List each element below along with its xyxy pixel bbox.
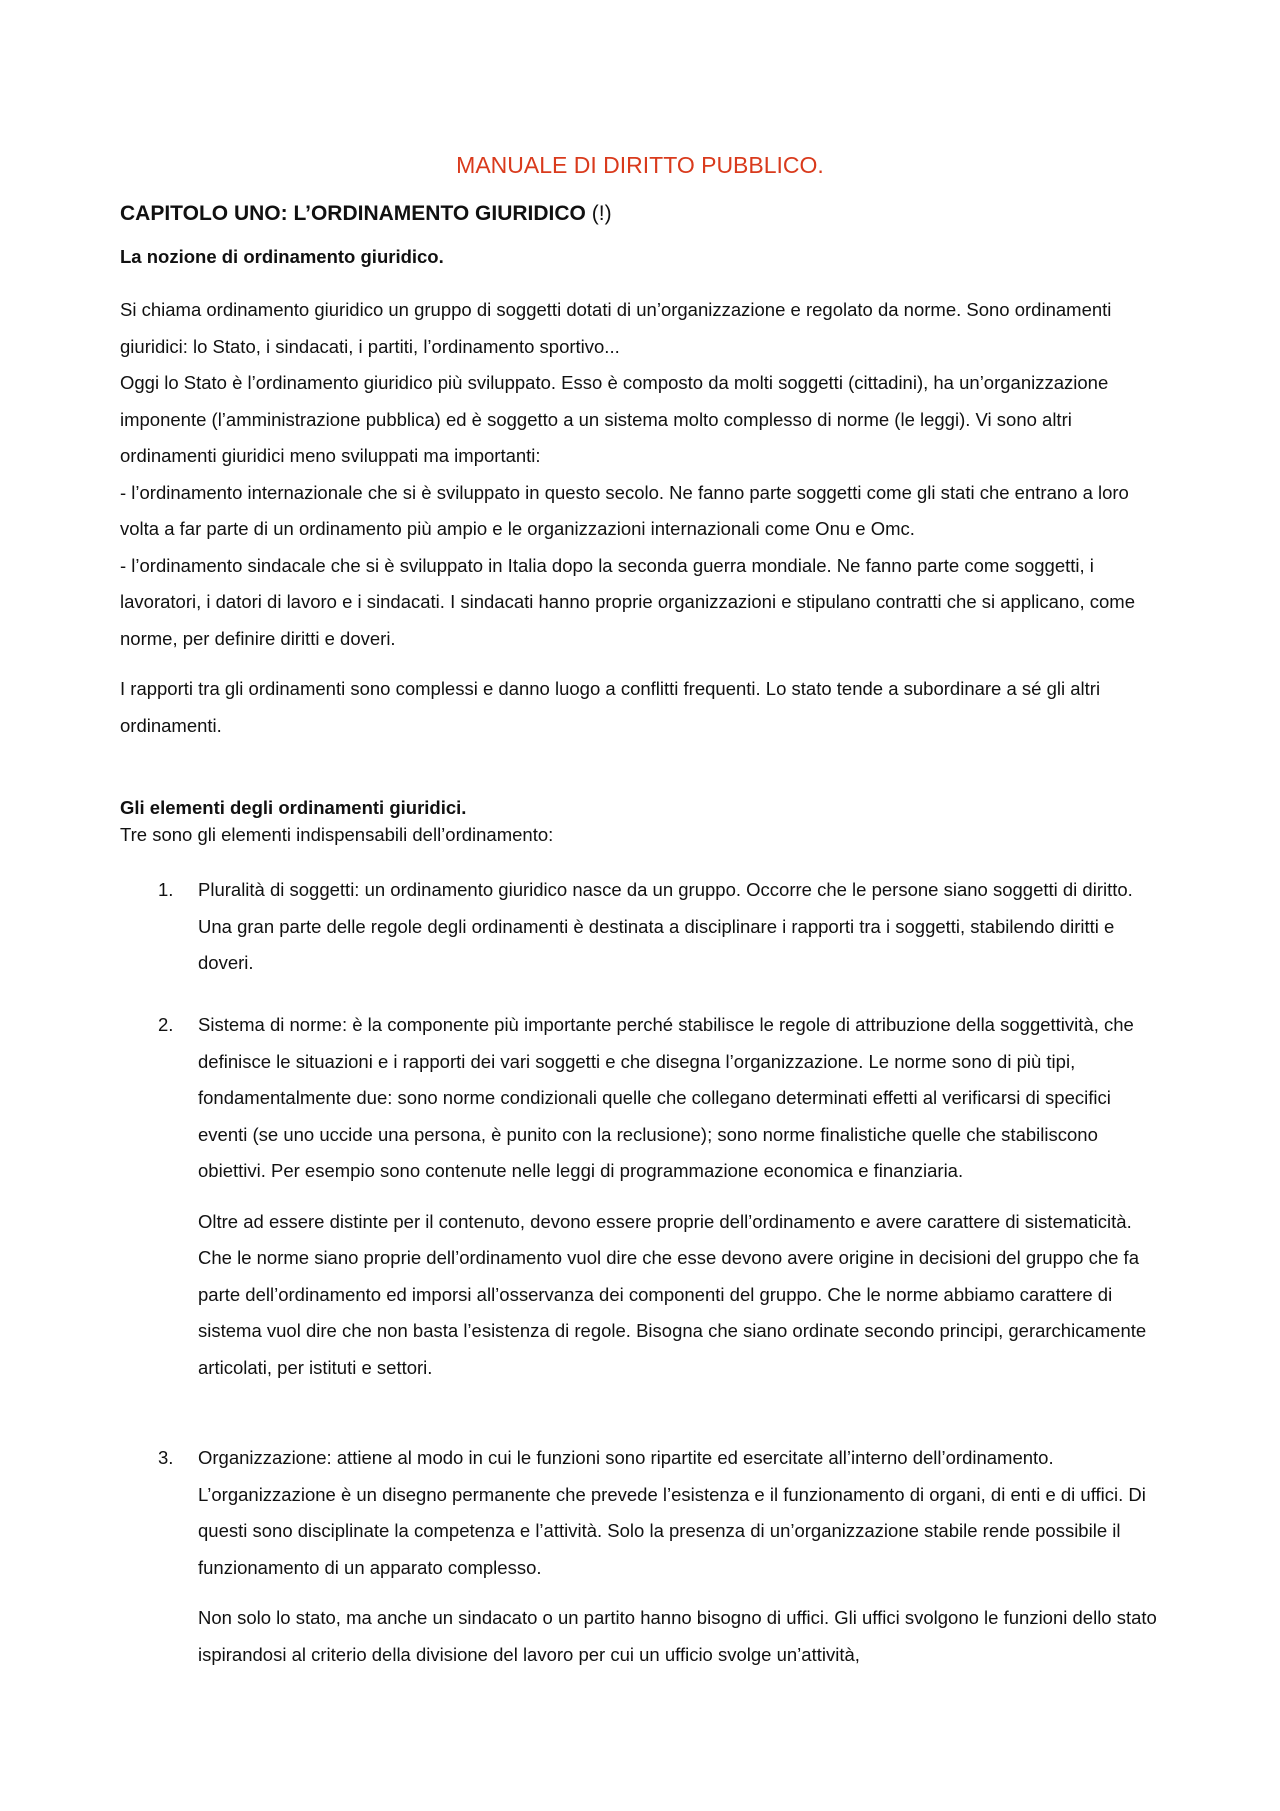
chapter-note: (!) xyxy=(591,202,612,225)
chapter-title xyxy=(120,202,612,226)
list-item-body xyxy=(198,1007,1160,1386)
paragraph: Sistema di norme: è la componente più importante perché stabilisce le regole di attribuzione della soggettività, che definisce le situazioni e i rapporti dei vari soggetti e che disegna l’organizzazione. Le norme sono di più tipi, fondamentalmente due: sono norme condizionali quelle che collegano determinati effetti al verificarsi di specifici eventi (se uno uccide una persona, è punito con la reclusione); sono norme finalistiche quelle che stabiliscono obiettivi. Per esempio sono contenute nelle leggi di programmazione economica e finanziaria. xyxy=(198,1014,1134,1181)
paragraph: I rapporti tra gli ordinamenti sono complessi e danno luogo a conflitti frequenti. Lo stato tende a subordinare a sé gli altri ordinamenti. xyxy=(120,678,1101,736)
paragraph: - l’ordinamento sindacale che si è sviluppato in Italia dopo la seconda guerra mondiale. Ne fanno parte come soggetti, i lavoratori, i datori di lavoro e i sindacati. I sindacati hanno proprie organizzazioni e stipulano contratti che si applicano, come norme, per definire diritti e doveri. xyxy=(120,554,1135,649)
list-item-body xyxy=(198,872,1160,982)
document-title: MANUALE DI DIRITTO PUBBLICO. xyxy=(456,152,824,178)
paragraph: Tre sono gli elementi indispensabili dell’ordinamento: xyxy=(120,824,554,845)
paragraph: - l’ordinamento internazionale che si è sviluppato in questo secolo. Ne fanno parte soggetti come gli stati che entrano a loro volta a far parte di un ordinamento più ampio e le organizzazioni internazionali come Onu e Omc. xyxy=(120,481,1129,539)
chapter-title-text: CAPITOLO UNO: L’ORDINAMENTO GIURIDICO xyxy=(120,202,586,225)
section-body-nozione xyxy=(120,292,1160,744)
section-intro-elementi xyxy=(120,817,1160,854)
paragraph: Pluralità di soggetti: un ordinamento giuridico nasce da un gruppo. Occorre che le persone siano soggetti di diritto. Una gran parte delle regole degli ordinamenti è destinata a disciplinare i rapporti tra i soggetti, stabilendo diritti e doveri. xyxy=(198,879,1133,973)
list-item-number: 1. xyxy=(158,879,174,900)
list-item-number: 2. xyxy=(158,1014,174,1035)
list-item-body xyxy=(198,1440,1160,1673)
document-page xyxy=(120,0,1160,1811)
paragraph: Non solo lo stato, ma anche un sindacato o un partito hanno bisogno di uffici. Gli uffici svolgono le funzioni dello stato ispirandosi al criterio della divisione del lavoro per cui un ufficio svolge un’attività, xyxy=(198,1607,1157,1665)
section-heading-elementi: Gli elementi degli ordinamenti giuridici. xyxy=(120,797,467,818)
paragraph: Si chiama ordinamento giuridico un gruppo di soggetti dotati di un’organizzazione e regolato da norme. Sono ordinamenti giuridici: lo Stato, i sindacati, i partiti, l’ordinamento sportivo... xyxy=(120,299,1112,357)
paragraph: Oltre ad essere distinte per il contenuto, devono essere proprie dell’ordinamento e avere carattere di sistematicità. Che le norme siano proprie dell’ordinamento vuol dire che esse devono avere origine in decisioni del gruppo che fa parte dell’ordinamento ed imporsi all’osservanza dei componenti del gruppo. Che le norme abbiamo carattere di sistema vuol dire che non basta l’esistenza di regole. Bisogna che siano ordinate secondo principi, gerarchicamente articolati, per istituti e settori. xyxy=(198,1210,1147,1378)
section-heading-nozione: La nozione di ordinamento giuridico. xyxy=(120,246,444,267)
list-item-number: 3. xyxy=(158,1447,174,1468)
paragraph: Organizzazione: attiene al modo in cui le funzioni sono ripartite ed esercitate all’interno dell’ordinamento. L’organizzazione è un disegno permanente che prevede l’esistenza e il funzionamento di organi, di enti e di uffici. Di questi sono disciplinate la competenza e l’attività. Solo la presenza di un’organizzazione stabile rende possibile il funzionamento di un apparato complesso. xyxy=(198,1447,1146,1578)
paragraph: Oggi lo Stato è l’ordinamento giuridico più sviluppato. Esso è composto da molti soggetti (cittadini), ha un’organizzazione imponente (l’amministrazione pubblica) ed è soggetto a un sistema molto complesso di norme (le leggi). Vi sono altri ordinamenti giuridici meno sviluppati ma importanti: xyxy=(120,372,1109,466)
